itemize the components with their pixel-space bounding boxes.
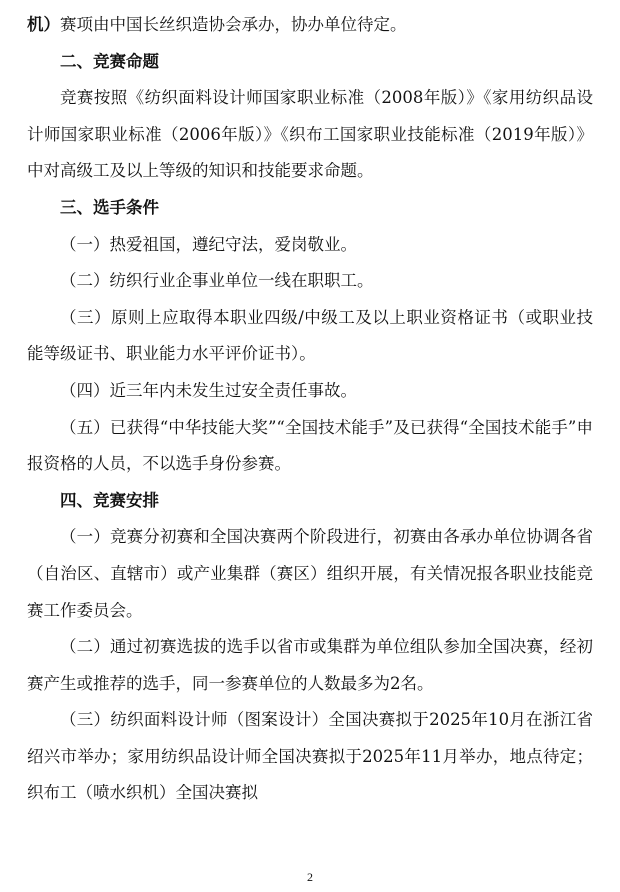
paragraph-topics: 竞赛按照《纺织面料设计师国家职业标准（2008年版）》《家用纺织品设计师国家职业标准（2006年版）》《织布工国家职业技能标准（2019年版）》中对高级工及以上等级的知识和技能要求命题。 [27,88,593,181]
eligibility-item-5: （五）已获得“中华技能大奖”“全国技术能手”及已获得“全国技术能手”申报资格的人员，不以选手身份参赛。 [27,417,593,474]
document-body [27,7,593,812]
arrangement-item-3: （三）纺织面料设计师（图案设计）全国决赛拟于2025年10月在浙江省绍兴市举办；家用纺织品设计师全国决赛拟于2025年11月举办，地点待定；织布工（喷水织机）全国决赛拟 [27,710,593,803]
eligibility-item-1: （一）热爱祖国，遵纪守法，爱岗敬业。 [60,234,357,254]
eligibility-item-2: （二）纺织行业企事业单位一线在职职工。 [60,271,374,291]
paragraph-lead: 机） [27,15,60,34]
page-number: 2 [307,870,313,884]
section-heading-topics: 二、竞赛命题 [60,51,159,71]
arrangement-item-1: （一）竞赛分初赛和全国决赛两个阶段进行，初赛由各承办单位协调各省（自治区、直辖市）或产业集群（赛区）组织开展，有关情况报各职业技能竞赛工作委员会。 [27,527,593,620]
paragraph-continuation: 机）赛项由中国长丝织造协会承办，协办单位待定。 [27,15,407,34]
eligibility-item-4: （四）近三年内未发生过安全责任事故。 [60,380,357,400]
section-heading-arrangement: 四、竞赛安排 [60,490,159,510]
eligibility-item-3: （三）原则上应取得本职业四级/中级工及以上职业资格证书（或职业技能等级证书、职业能力水平评价证书）。 [27,307,593,364]
section-heading-eligibility: 三、选手条件 [60,197,159,217]
arrangement-item-2: （二）通过初赛选拔的选手以省市或集群为单位组队参加全国决赛，经初赛产生或推荐的选手，同一参赛单位的人数最多为2名。 [27,637,593,693]
